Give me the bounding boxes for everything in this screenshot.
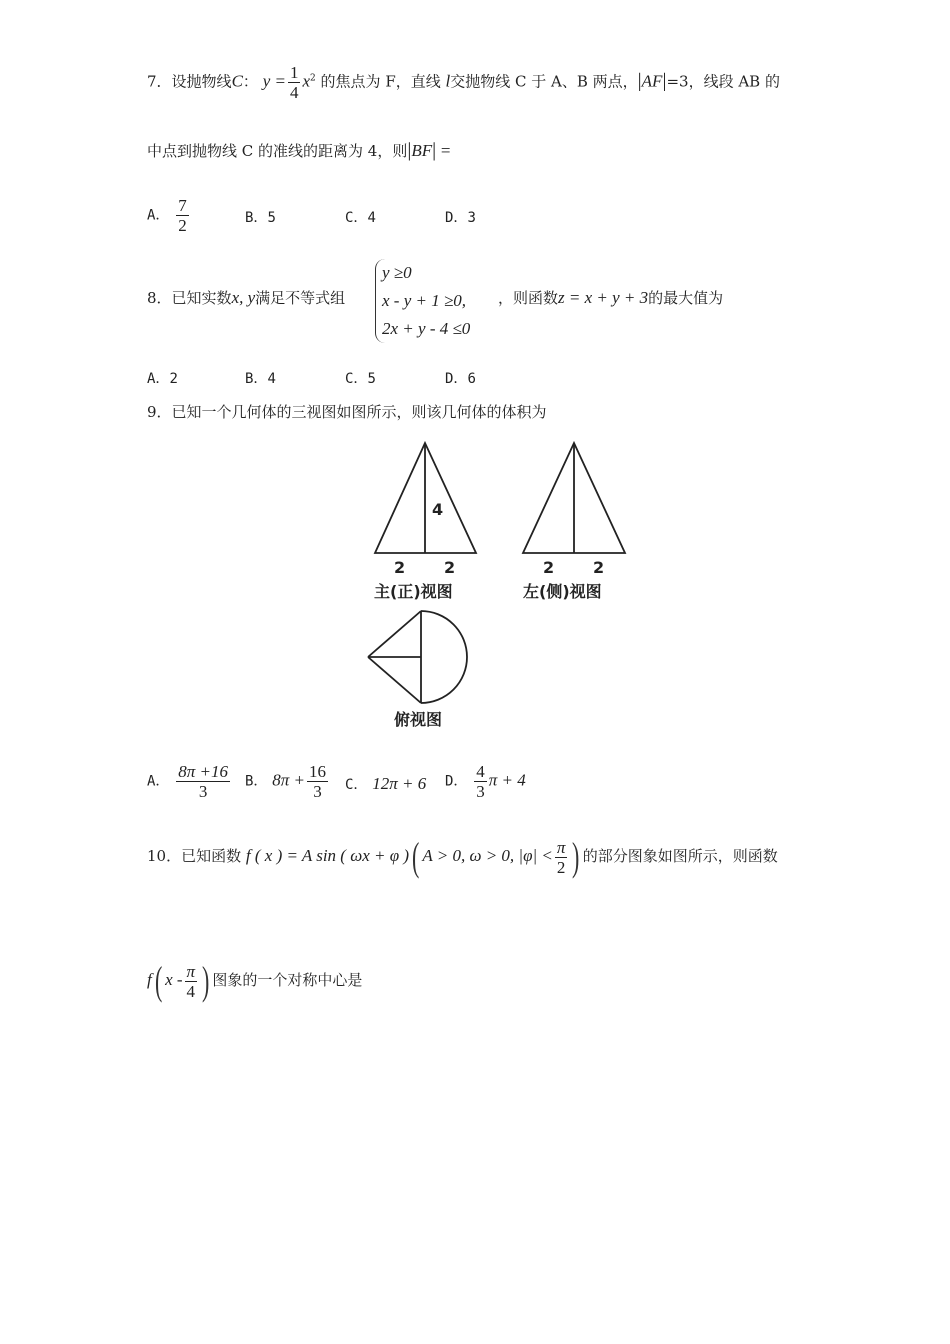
- q9-option-d-frac: [474, 762, 487, 801]
- q8-option-d-value: 6: [467, 371, 476, 387]
- q7-option-a-label: A．: [147, 207, 170, 224]
- q7-bf: BF: [411, 141, 433, 160]
- q7-option-a-den: 2: [178, 216, 187, 235]
- q10-function: f ( x ) = A sin ( ωx + φ ): [245, 846, 410, 865]
- q7-y-eq: y =: [262, 71, 286, 91]
- top-view: [368, 611, 467, 703]
- q10-x-minus: x -: [165, 970, 183, 989]
- q7-option-b-value: 5: [267, 210, 276, 226]
- q10-pi2: π: [186, 961, 196, 981]
- side-view: [523, 443, 625, 553]
- q8-ineq-1: y ≥0: [382, 263, 412, 282]
- q7-option-c: [345, 207, 376, 227]
- q7-text-4: =3，线段 AB 的: [666, 72, 780, 91]
- q9-option-b-label: B．: [245, 773, 268, 790]
- q10-pi: π: [556, 837, 566, 857]
- q9-option-b-den: 3: [313, 782, 322, 801]
- q9-option-b-num: 16: [308, 762, 326, 781]
- q8-option-a-label: A．: [147, 371, 170, 387]
- q8-objective: z = x + y + 3: [558, 288, 649, 307]
- q7-option-a-num: 7: [178, 196, 187, 215]
- q8-text-3: ，则函数: [498, 289, 559, 307]
- q8-line: [147, 288, 345, 308]
- q10-line1: [147, 836, 778, 877]
- q7-option-d-value: 3: [467, 210, 476, 226]
- q8-text-4: 的最大值为: [648, 289, 724, 307]
- q8-option-b-value: 4: [267, 371, 276, 387]
- q8-text-2: 满足不等式组: [255, 289, 346, 307]
- q10-text-2: 的部分图象如图所示，则函数: [582, 847, 778, 865]
- q7-option-d-label: D．: [445, 210, 468, 226]
- q8-option-b-label: B．: [245, 371, 268, 387]
- q9-option-a-num: 8π +16: [178, 762, 228, 781]
- q7-line2: 中点到抛物线 C 的准线的距离为 4，则|BF| =: [147, 139, 451, 161]
- q10-paren-right: ): [572, 834, 580, 879]
- front-height-label: 4: [432, 500, 444, 519]
- q9-three-views-figure: [360, 435, 660, 735]
- q9-option-d-num: 4: [476, 762, 485, 781]
- q7-option-d: [445, 207, 476, 227]
- q7-option-b: [245, 207, 276, 227]
- q7-frac-num: 1: [289, 63, 299, 82]
- top-view-caption: 俯视图: [394, 710, 443, 729]
- q7-line1: 7．设抛物线C： y = $\frac{1}{4}$ $x^2$ 的焦点为 F，直线 l交抛物线 C 于 A、B 两点，|AF|=3，线段 AB 的: [147, 63, 780, 102]
- q7-exponent: 2: [310, 73, 316, 84]
- q8-option-a-value: 2: [169, 371, 178, 387]
- q9-option-d-post: π + 4: [488, 770, 526, 790]
- q10-f: f: [147, 970, 152, 989]
- q9-option-b-pre: 8π +: [272, 770, 305, 790]
- front-view: [375, 443, 476, 553]
- q9-option-c-label: C．: [345, 777, 368, 793]
- q9-option-d-label: D．: [445, 773, 468, 790]
- q10-paren2-right: ): [202, 958, 210, 1003]
- front-view-caption: 主(正)视图: [374, 582, 453, 601]
- q9-text: 9．已知一个几何体的三视图如图所示，则该几何体的体积为: [147, 403, 547, 421]
- front-base-left-label: 2: [394, 558, 406, 577]
- q7-equals: =: [440, 141, 451, 160]
- q7-colon: ：: [242, 72, 258, 91]
- q9-option-c-value: 12π + 6: [372, 774, 427, 793]
- q7-option-b-label: B．: [245, 210, 268, 226]
- q7-curve-name: C: [231, 71, 243, 91]
- q7-text-1: 设抛物线: [171, 72, 232, 91]
- side-base-left-label: 2: [543, 558, 555, 577]
- front-base-right-label: 2: [444, 558, 456, 577]
- q10-paren-left: (: [412, 834, 420, 879]
- q7-number: 7．: [147, 72, 172, 91]
- q10-paren2-left: (: [154, 958, 163, 1003]
- q8-text-1: 已知实数: [171, 289, 232, 307]
- q7-option-a-frac: [176, 196, 189, 235]
- q10-line2: [147, 960, 362, 1001]
- q7-text-2: 的焦点为 F，直线: [320, 72, 441, 91]
- q7-option-a: [147, 196, 191, 235]
- q10-four: 4: [186, 981, 196, 1001]
- q8-option-d: [445, 368, 476, 388]
- q7-option-c-value: 4: [367, 210, 376, 226]
- q10-text-3: 图象的一个对称中心是: [212, 971, 363, 989]
- q7-frac-den: 4: [289, 83, 299, 102]
- q9-option-a-frac: [176, 762, 230, 801]
- q8-ineq-3: 2x + y - 4 ≤0: [382, 319, 471, 338]
- q9-option-d: [445, 762, 526, 801]
- q8-option-d-label: D．: [445, 371, 468, 387]
- q8-inequality-system: [375, 259, 470, 343]
- q9-option-a: [147, 762, 232, 801]
- q8-ineq-2: x - y + 1 ≥0,: [382, 291, 467, 310]
- q7-text-3: 交抛物线 C 于 A、B 两点，: [450, 72, 638, 91]
- q7-fraction: [288, 63, 301, 102]
- q10-two: 2: [556, 857, 566, 877]
- q9-option-a-label: A．: [147, 773, 170, 790]
- q9-option-d-den: 3: [476, 782, 485, 801]
- q7-x: x: [302, 71, 311, 91]
- q10-condition: A > 0, ω > 0, |φ| <: [422, 846, 553, 865]
- q9-line: [147, 402, 547, 422]
- q7-option-c-label: C．: [345, 210, 368, 226]
- q10-text-1: 已知函数: [181, 847, 242, 865]
- q7-text-5: 中点到抛物线 C 的准线的距离为 4，则: [147, 142, 408, 160]
- q9-option-b: [245, 762, 330, 801]
- q8-option-c: [345, 368, 376, 388]
- q8-line-tail: [498, 288, 723, 308]
- side-view-caption: 左(侧)视图: [523, 582, 602, 601]
- q10-pi-over-2: [555, 838, 568, 877]
- side-base-right-label: 2: [593, 558, 605, 577]
- q9-option-a-den: 3: [198, 782, 208, 801]
- q7-af: AF: [641, 71, 663, 91]
- q8-vars: x, y: [231, 288, 256, 307]
- q8-option-b: [245, 368, 276, 388]
- q9-option-b-frac: [307, 762, 328, 801]
- q10-pi-over-4: [185, 962, 198, 1001]
- q8-option-a: [147, 368, 178, 388]
- q10-number: 10．: [147, 847, 182, 865]
- q8-option-c-label: C．: [345, 371, 368, 387]
- q8-number: 8．: [147, 289, 172, 307]
- q7-line-name: l: [445, 71, 451, 91]
- q9-option-c: [345, 774, 426, 794]
- q8-option-c-value: 5: [367, 371, 376, 387]
